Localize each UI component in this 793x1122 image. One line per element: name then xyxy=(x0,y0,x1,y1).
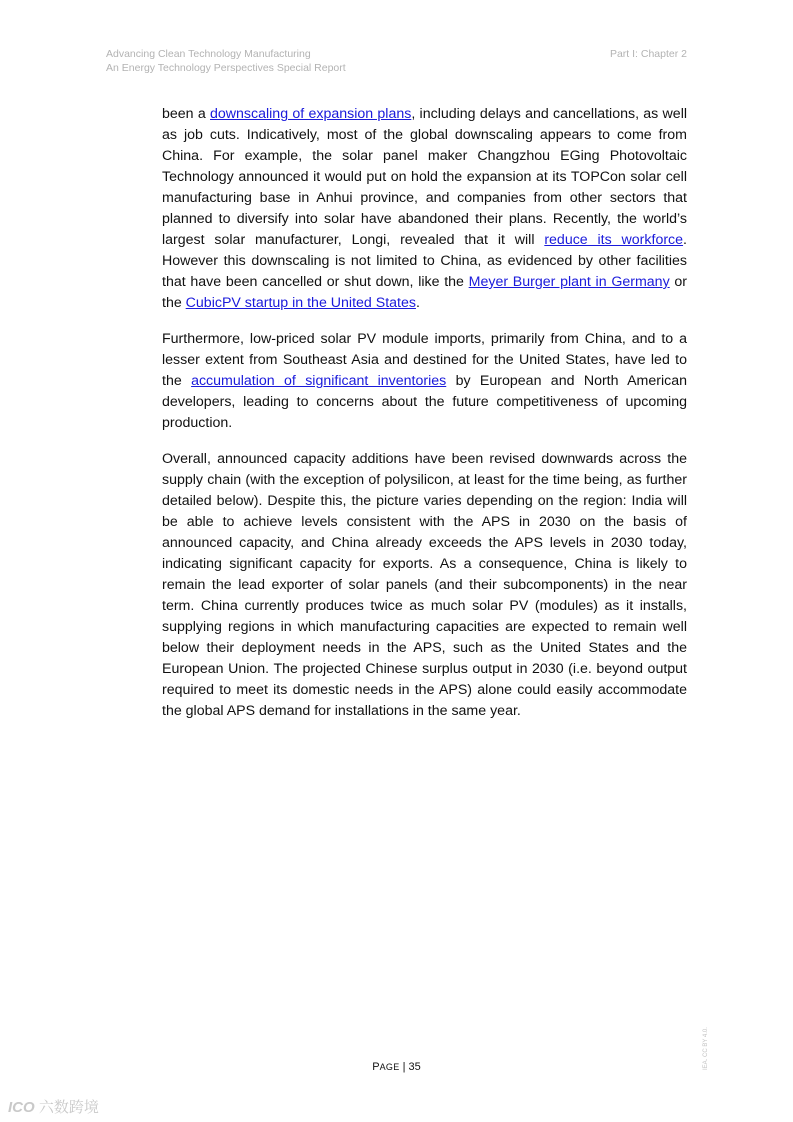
link-reduce-its-workforce[interactable]: reduce its workforce xyxy=(544,232,684,248)
body-text xyxy=(162,104,687,737)
page-footer: PAGE | 35 xyxy=(372,1061,421,1073)
link-accumulation-of-inventories[interactable]: accumulation of significant inventories xyxy=(191,373,447,389)
license-notice: IEA. CC BY 4.0. xyxy=(703,1027,709,1070)
link-downscaling-of-expansion-plans[interactable]: downscaling of expansion plans xyxy=(210,106,412,122)
watermark-logo: ICO xyxy=(8,1099,35,1116)
running-header xyxy=(106,47,346,75)
paragraph-imports-inventories: Furthermore, low-priced solar PV module imports, primarily from China, and to a lesser extent from Southeast Asia and destined for the United States, have led to the accumulation of significant inventories by European and North American developers, leading to concerns about the future competitiveness of upcoming production. xyxy=(162,331,687,431)
header-report-title: Advancing Clean Technology Manufacturing xyxy=(106,48,311,60)
link-meyer-burger-plant[interactable]: Meyer Burger plant in Germany xyxy=(468,274,670,290)
header-report-subtitle: An Energy Technology Perspectives Special Report xyxy=(106,62,346,74)
paragraph-capacity-overview: Overall, announced capacity additions have been revised downwards across the supply chain (with the exception of polysilicon, at least for the time being, as further detailed below). Despite this, the picture varies depending on the region: India will be able to achieve levels consistent with the APS in 2030 on the basis of announced capacity, and China already exceeds the APS levels in 2030 today, indicating significant capacity for exports. As a consequence, China is likely to remain the lead exporter of solar panels (and their subcomponents) in the near term. China currently produces twice as much solar PV (modules) as it installs, supplying regions in which manufacturing capacities are expected to remain well below their deployment needs in the APS, such as the United States and the European Union. The projected Chinese surplus output in 2030 (i.e. beyond output required to meet its domestic needs in the APS) alone could easily accommodate the global APS demand for installations in the same year. xyxy=(162,451,687,719)
watermark-text: 六数跨境 xyxy=(38,1099,99,1116)
watermark xyxy=(8,1096,99,1117)
paragraph-downscaling: been a downscaling of expansion plans, including delays and cancellations, as well as job cuts. Indicatively, most of the global downscaling appears to come from China. For example, the solar panel maker Changzhou EGing Photovoltaic Technology announced it would put on hold the expansion at its TOPCon solar cell manufacturing base in Anhui province, and companies from other sectors that planned to diversify into solar have abandoned their plans. Recently, the world’s largest solar manufacturer, Longi, revealed that it will reduce its workforce. However this downscaling is not limited to China, as evidenced by other facilities that have been cancelled or shut down, like the Meyer Burger plant in Germany or the CubicPV startup in the United States. xyxy=(162,106,687,311)
header-chapter: Part I: Chapter 2 xyxy=(609,48,687,60)
link-cubicpv-startup[interactable]: CubicPV startup in the United States xyxy=(185,295,416,311)
page-number: 35 xyxy=(408,1061,421,1073)
